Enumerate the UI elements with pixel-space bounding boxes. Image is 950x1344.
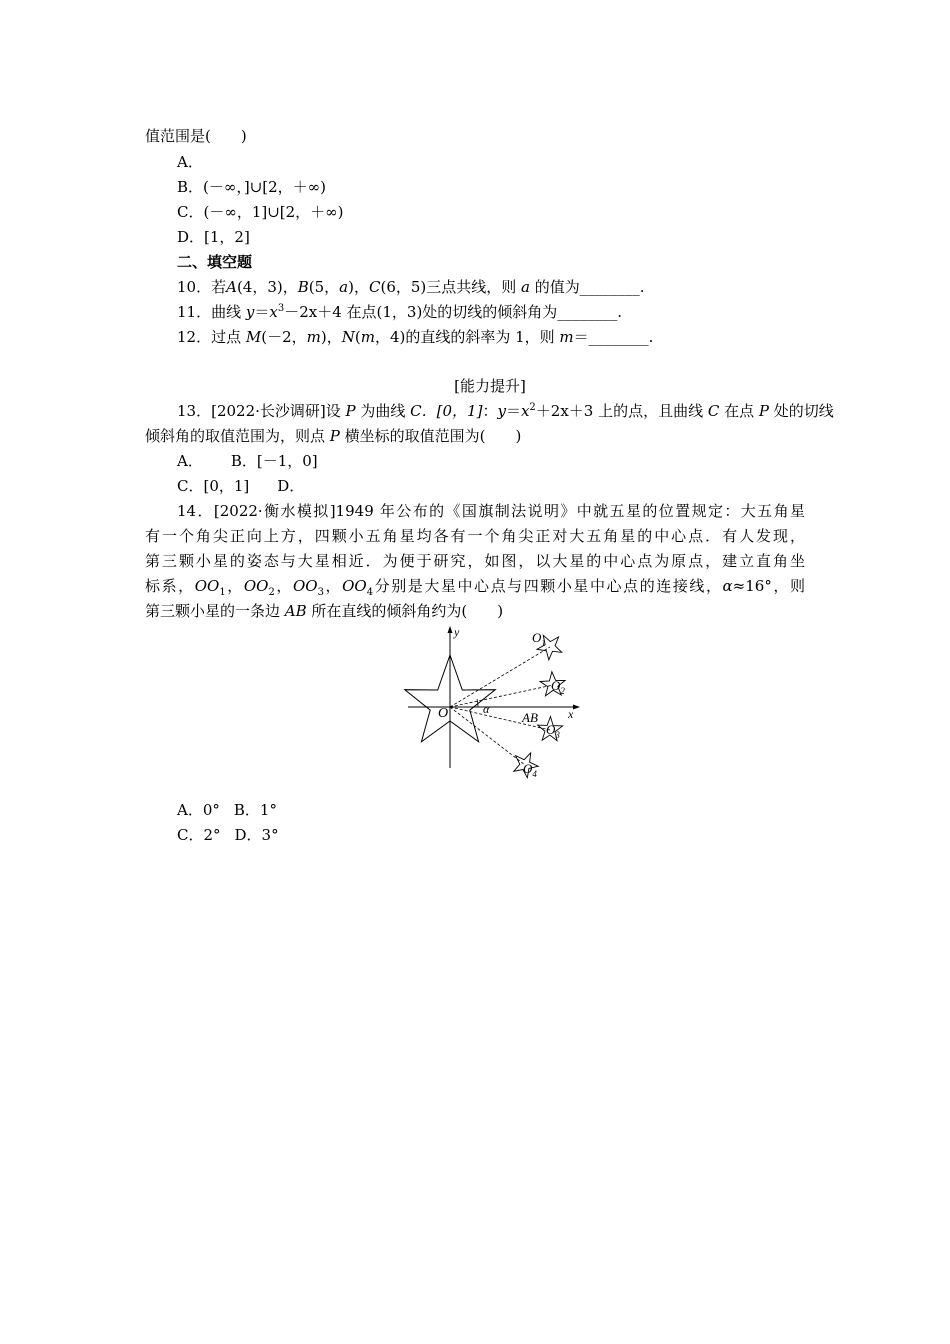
x-label: x (568, 707, 574, 721)
q9-option-b: B．(－∞，]∪[2，＋∞) (177, 178, 327, 196)
o2-label: $O_2$ (551, 678, 565, 696)
alpha-label: α (483, 702, 490, 716)
q10: 10．若A(4，3)，B(5，a)，C(6，5)三点共线，则 a 的值为________. (177, 278, 645, 296)
five-star-figure (400, 622, 590, 782)
q14-line3: 第三颗小星的姿态与大星相近．为便于研究，如图，以大星的中心点为原点，建立直角坐 (145, 552, 805, 570)
alpha-arc (477, 699, 478, 707)
section-fill-in-title: 二、填空题 (177, 253, 253, 271)
q13-line1: 13．[2022·长沙调研]设 P 为曲线 C．[0，1]：$y=x^2+2x+3$ 上的点，且曲线 C 在点 P 处的切线 (177, 402, 834, 420)
q9-option-d: D．[1，2] (177, 228, 250, 246)
section-ability-title: [能力提升] (454, 377, 526, 395)
q14-options-ab: A．0° B．1° (177, 801, 277, 819)
line-oo1 (450, 647, 550, 707)
q14-line4: 标系，$OO_1$，$OO_2$，$OO_3$，$OO_4$分别是大星中心点与四颗小星中心点的连接线，α≈16°，则 (145, 577, 805, 598)
q14-line1: 14．[2022·衡水模拟]1949 年公布的《国旗制法说明》中就五星的位置规定：大五角星 (177, 502, 805, 520)
x-axis-arrow (573, 705, 580, 710)
q14-line5: 第三颗小星的一条边 AB 所在直线的倾斜角约为( ) (145, 602, 504, 620)
q11: 11．曲线 $y=x^3-2x+4$ 在点(1，3)处的切线的倾斜角为________. (177, 303, 623, 321)
o3-label: $O_3$ (546, 722, 560, 740)
q12: 12．过点 M(－2，m)，N(m，4)的直线的斜率为 1，则 m＝________. (177, 328, 654, 346)
o1-label: $O_1$ (532, 630, 546, 648)
q13-line2: 倾斜角的取值范围为，则点 P 横坐标的取值范围为( ) (145, 427, 522, 445)
q9-option-c: C．(－∞，1]∪[2，＋∞) (177, 203, 344, 221)
q9-stem-tail: 值范围是( ) (145, 127, 247, 145)
q14-line2: 有一个角尖正向上方，四颗小五角星均各有一个角尖正对大五角星的中心点．有人发现， (145, 527, 805, 545)
q9-option-a: A． (177, 153, 203, 171)
o4-label: $O_4$ (523, 761, 537, 779)
line-oo2 (450, 685, 553, 707)
y-axis-arrow (448, 626, 453, 633)
q13-options-ab: A． B．[－1，0] (177, 452, 318, 470)
ab-label: AB (522, 710, 538, 725)
q14-options-cd: C．2° D．3° (177, 826, 279, 844)
origin-label: O (438, 706, 449, 721)
q13-options-cd: C．[0，1] D． (177, 477, 305, 495)
y-label: y (454, 625, 460, 639)
